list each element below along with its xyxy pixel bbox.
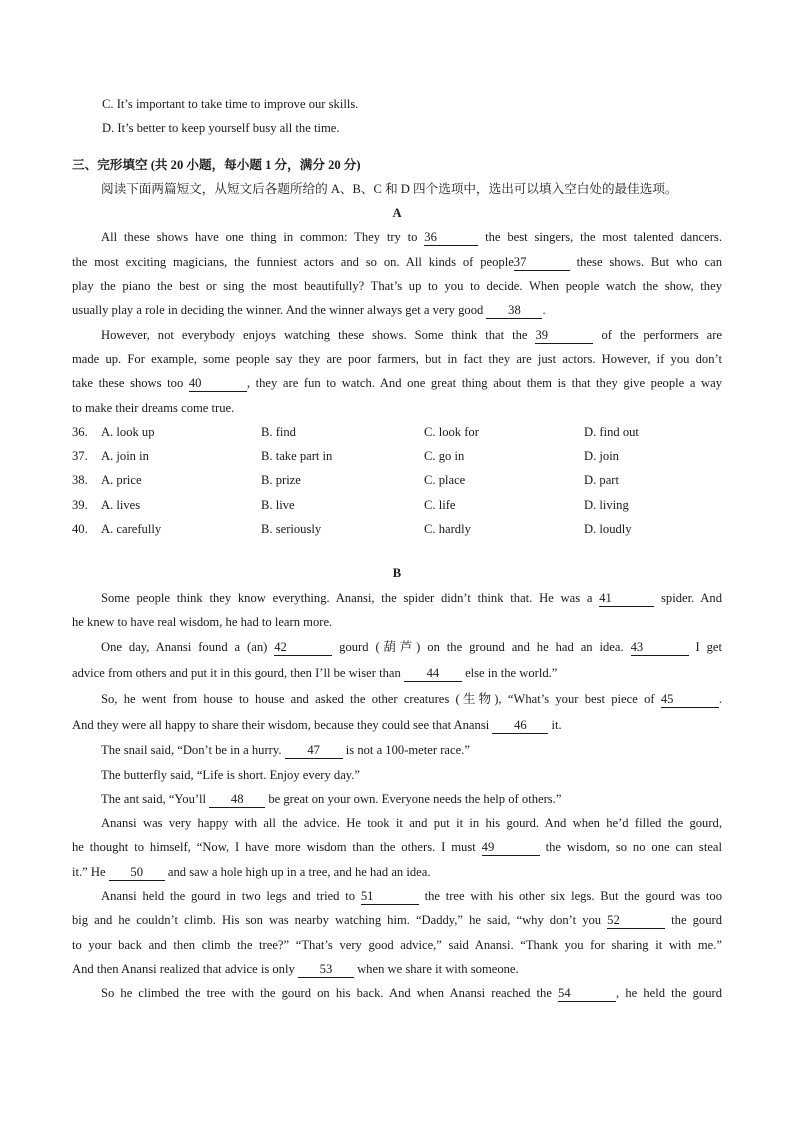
option-number: 40. bbox=[72, 522, 88, 537]
blank-43[interactable]: 43 bbox=[631, 640, 689, 656]
option-a[interactable]: A. carefully bbox=[101, 522, 162, 537]
blank-39[interactable]: 39 bbox=[535, 328, 593, 344]
passage-b-line: And they were all happy to share their wisdom, because they could see that Anansi 46 it. bbox=[72, 718, 562, 733]
passage-a-line: However, not everybody enjoys watching these shows. Some think that the 39 of the performers are bbox=[101, 327, 722, 342]
exam-page bbox=[72, 92, 722, 1006]
option-b[interactable]: B. take part in bbox=[261, 449, 333, 464]
option-b[interactable]: B. find bbox=[261, 424, 296, 439]
prev-option-d: D. It’s better to keep yourself busy all the time. bbox=[102, 121, 340, 136]
passage-b-line: it.” He 50 and saw a hole high up in a tree, and he had an idea. bbox=[72, 864, 431, 879]
option-number: 38. bbox=[72, 473, 88, 488]
blank-36[interactable]: 36 bbox=[424, 230, 478, 246]
blank-42[interactable]: 42 bbox=[274, 640, 332, 656]
option-row bbox=[72, 468, 722, 492]
passage-b-line: he thought to himself, “Now, I have more wisdom than the others. I must 49 the wisdom, so no one can steal bbox=[72, 840, 722, 855]
blank-37[interactable]: 37 bbox=[514, 255, 570, 271]
option-a[interactable]: A. join in bbox=[101, 449, 149, 464]
passage-a-line: usually play a role in deciding the winner. And the winner always get a very good 38 . bbox=[72, 303, 546, 318]
option-a[interactable]: A. price bbox=[101, 473, 142, 488]
blank-51[interactable]: 51 bbox=[361, 889, 419, 905]
passage-b-line: The butterfly said, “Life is short. Enjoy every day.” bbox=[101, 767, 361, 782]
passage-b-line: Anansi held the gourd in two legs and tried to 51 the tree with his other six legs. But the gourd was too bbox=[101, 889, 722, 904]
passage-b-line: advice from others and put it in this gourd, then I’ll be wiser than 44 else in the world.” bbox=[72, 666, 558, 681]
option-row bbox=[72, 420, 722, 444]
passage-b-line: So he climbed the tree with the gourd on his back. And when Anansi reached the 54 , he held the gourd bbox=[101, 986, 722, 1001]
blank-52[interactable]: 52 bbox=[607, 913, 665, 929]
section-heading: 三、完形填空 (共 20 小题，每小题 1 分，满分 20 分) bbox=[72, 157, 361, 172]
option-b[interactable]: B. seriously bbox=[261, 522, 322, 537]
passage-b-line: to your back and then climb the tree?” “That’s very good advice,” said Anansi. “Thank you for sharing it with me.” bbox=[72, 937, 722, 952]
passage-b-line: Anansi was very happy with all the advice. He took it and put it in his gourd. And when he’d filled the gourd, bbox=[101, 816, 722, 831]
option-d[interactable]: D. part bbox=[584, 473, 619, 488]
passage-b-line: Some people think they know everything. Anansi, the spider didn’t think that. He was a 41 spider. And bbox=[101, 590, 722, 605]
passage-a-line: to make their dreams come true. bbox=[72, 400, 235, 415]
blank-50[interactable]: 50 bbox=[109, 865, 165, 881]
blank-49[interactable]: 49 bbox=[482, 840, 540, 856]
option-b[interactable]: B. prize bbox=[261, 473, 301, 488]
passage-a-line: take these shows too 40 , they are fun to watch. And one great thing about them is that they give people a way bbox=[72, 376, 722, 391]
blank-53[interactable]: 53 bbox=[298, 962, 354, 978]
prev-option-c: C. It’s important to take time to improve our skills. bbox=[102, 97, 359, 111]
option-c[interactable]: C. life bbox=[424, 497, 456, 512]
blank-54[interactable]: 54 bbox=[558, 986, 616, 1002]
option-row bbox=[72, 517, 722, 541]
option-number: 37. bbox=[72, 449, 88, 464]
option-a[interactable]: A. lives bbox=[101, 497, 141, 512]
option-a[interactable]: A. look up bbox=[101, 424, 155, 439]
option-c[interactable]: C. look for bbox=[424, 424, 479, 439]
passage-b-line: The snail said, “Don’t be in a hurry. 47 is not a 100-meter race.” bbox=[101, 743, 470, 758]
option-row bbox=[72, 493, 722, 517]
section-instruction: 阅读下面两篇短文，从短文后各题所给的 A、B、C 和 D 四个选项中，选出可以填入空白处的最佳选项。 bbox=[101, 181, 678, 196]
option-c[interactable]: C. hardly bbox=[424, 522, 471, 537]
blank-45[interactable]: 45 bbox=[661, 692, 719, 708]
blank-48[interactable]: 48 bbox=[209, 792, 265, 808]
blank-38[interactable]: 38 bbox=[486, 303, 542, 319]
passage-a-line: the most exciting magicians, the funniest actors and so on. All kinds of people37 these shows. But who can bbox=[72, 254, 722, 269]
blank-40[interactable]: 40 bbox=[189, 376, 247, 392]
option-d[interactable]: D. living bbox=[584, 497, 629, 512]
blank-41[interactable]: 41 bbox=[599, 591, 654, 607]
option-b[interactable]: B. live bbox=[261, 497, 295, 512]
blank-44[interactable]: 44 bbox=[404, 666, 462, 682]
option-d[interactable]: D. loudly bbox=[584, 522, 632, 537]
option-d[interactable]: D. join bbox=[584, 449, 619, 464]
blank-46[interactable]: 46 bbox=[492, 718, 548, 734]
passage-a-line: play the piano the best or sing the most beautifully? That’s up to you to decide. When people watch the show, they bbox=[72, 279, 722, 294]
passage-a-line: made up. For example, some people say they are poor farmers, but in fact they are just actors. However, if you don’t bbox=[72, 351, 722, 366]
passage-b-line: he knew to have real wisdom, he had to learn more. bbox=[72, 614, 333, 629]
passage-a-title: A bbox=[392, 206, 402, 221]
blank-47[interactable]: 47 bbox=[285, 743, 343, 759]
passage-b-line: So, he went from house to house and asked the other creatures (生物), “What’s your best piece of 45 . bbox=[101, 692, 722, 707]
passage-b-line: And then Anansi realized that advice is only 53 when we share it with someone. bbox=[72, 961, 519, 976]
passage-a-line: All these shows have one thing in common: They try to 36 the best singers, the most talented dancers. bbox=[101, 230, 722, 245]
option-c[interactable]: C. place bbox=[424, 473, 466, 488]
option-number: 36. bbox=[72, 424, 88, 439]
passage-b-title: B bbox=[392, 566, 402, 581]
option-number: 39. bbox=[72, 497, 88, 512]
option-row bbox=[72, 444, 722, 468]
passage-b-line: The ant said, “You’ll 48 be great on your own. Everyone needs the help of others.” bbox=[101, 791, 562, 806]
passage-b-line: big and he couldn’t climb. His son was nearby watching him. “Daddy,” he said, “why don’t you 52 the gourd bbox=[72, 913, 722, 928]
option-c[interactable]: C. go in bbox=[424, 449, 465, 464]
option-d[interactable]: D. find out bbox=[584, 424, 639, 439]
passage-b-line: One day, Anansi found a (an) 42 gourd (葫芦) on the ground and he had an idea. 43 I get bbox=[101, 640, 722, 655]
